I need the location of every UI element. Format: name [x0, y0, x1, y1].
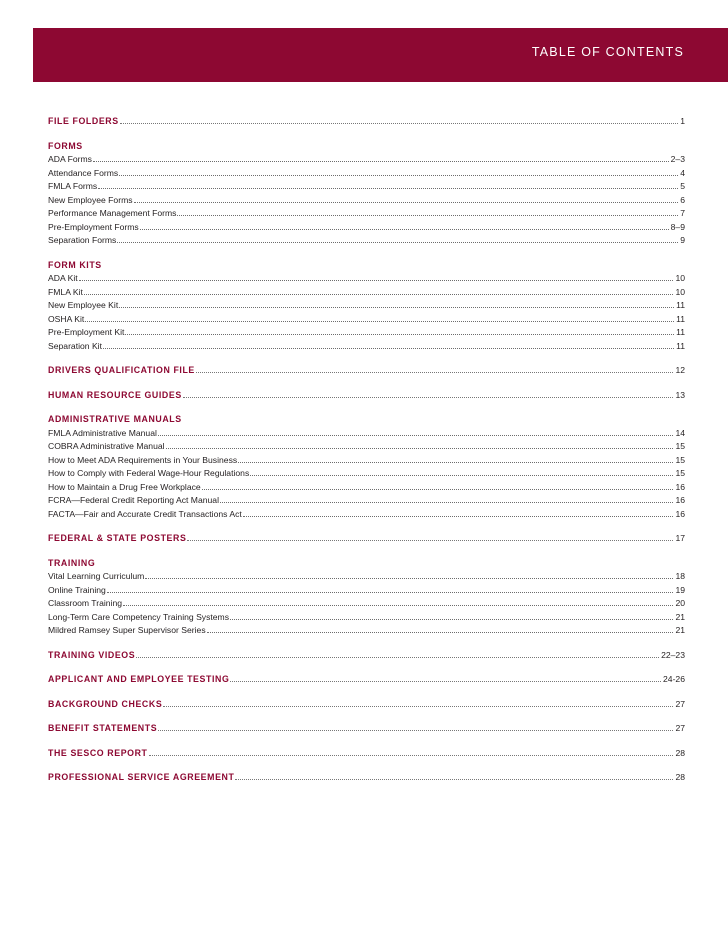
- entry-title: How to Comply with Federal Wage-Hour Regulations: [48, 468, 250, 478]
- dot-leader: [117, 242, 678, 243]
- entry-title: Classroom Training: [48, 598, 123, 608]
- dot-leader: [145, 578, 673, 579]
- toc-section: [48, 364, 685, 378]
- dot-leader: [103, 348, 674, 349]
- dot-leader: [230, 681, 661, 682]
- dot-leader: [119, 175, 678, 176]
- dot-leader: [166, 448, 674, 449]
- entry-title: Long-Term Care Competency Training Systems: [48, 611, 230, 622]
- page-number: 21: [675, 625, 685, 635]
- dot-leader: [230, 619, 673, 620]
- toc-heading-entry[interactable]: [48, 364, 685, 378]
- page-number: 11: [676, 327, 685, 337]
- toc-entry[interactable]: [48, 167, 685, 181]
- page-number: 27: [675, 723, 685, 733]
- toc-heading-entry[interactable]: [48, 532, 685, 546]
- section-heading: PROFESSIONAL SERVICE AGREEMENT: [48, 772, 235, 782]
- section-heading: BENEFIT STATEMENTS: [48, 723, 158, 733]
- entry-title: Attendance Forms: [48, 167, 119, 178]
- page-number: 18: [675, 571, 685, 581]
- toc-entry[interactable]: [48, 597, 685, 611]
- dot-leader: [238, 462, 673, 463]
- page-number: 13: [675, 389, 685, 400]
- section-heading: TRAINING VIDEOS: [48, 649, 136, 660]
- toc-heading-entry[interactable]: [48, 722, 685, 736]
- dot-leader: [119, 307, 674, 308]
- toc-section: [48, 649, 685, 663]
- page-number: 16: [675, 481, 685, 492]
- section-heading: FORM KITS: [48, 259, 102, 270]
- page-number: 10: [675, 286, 685, 297]
- page-number: 28: [675, 772, 685, 782]
- toc-entry[interactable]: [48, 440, 685, 454]
- toc-entry[interactable]: [48, 467, 685, 481]
- dot-leader: [158, 435, 674, 436]
- toc-heading-entry[interactable]: [48, 771, 685, 785]
- dot-leader: [98, 188, 678, 189]
- page-number: 14: [675, 427, 685, 438]
- toc-entry[interactable]: [48, 481, 685, 495]
- dot-leader: [93, 161, 669, 162]
- dot-leader: [79, 280, 674, 281]
- page-number: 11: [676, 300, 685, 310]
- page-number: 7: [680, 208, 685, 218]
- dot-leader: [196, 372, 674, 373]
- dot-leader: [243, 516, 674, 517]
- section-heading: DRIVERS QUALIFICATION FILE: [48, 365, 195, 375]
- page-number: 2–3: [670, 154, 685, 164]
- toc-entry[interactable]: [48, 272, 685, 286]
- dot-leader: [183, 397, 674, 398]
- toc-entry[interactable]: [48, 194, 685, 208]
- toc-heading-entry[interactable]: [48, 747, 685, 761]
- dot-leader: [220, 502, 673, 503]
- page-number: 28: [675, 747, 685, 758]
- toc-entry[interactable]: [48, 340, 685, 354]
- toc-section: [48, 532, 685, 546]
- toc-entry[interactable]: [48, 153, 685, 167]
- page-number: 10: [675, 273, 685, 283]
- entry-title: FCRA—Federal Credit Reporting Act Manual: [48, 495, 219, 505]
- page-number: 15: [675, 454, 685, 465]
- entry-title: New Employee Forms: [48, 194, 133, 205]
- page-number: 8–9: [670, 221, 685, 232]
- section-heading: HUMAN RESOURCE GUIDES: [48, 389, 182, 400]
- entry-title: FMLA Kit: [48, 286, 83, 297]
- page-number: 22–23: [661, 649, 685, 660]
- entry-title: ADA Kit: [48, 273, 78, 283]
- entry-title: Mildred Ramsey Super Supervisor Series: [48, 625, 206, 635]
- dot-leader: [125, 334, 674, 335]
- page-number: 12: [675, 365, 685, 375]
- page-number: 21: [675, 611, 685, 622]
- page-title: TABLE OF CONTENTS: [531, 45, 684, 59]
- dot-leader: [134, 202, 679, 203]
- toc-section: [48, 722, 685, 736]
- entry-title: Pre-Employment Kit: [48, 327, 125, 337]
- toc-entry[interactable]: [48, 180, 685, 194]
- section-heading: FILE FOLDERS: [48, 116, 119, 126]
- toc-heading-entry[interactable]: [48, 115, 685, 129]
- toc-entry[interactable]: [48, 207, 685, 221]
- page-number: 5: [680, 181, 685, 191]
- entry-title: New Employee Kit: [48, 300, 119, 310]
- section-heading: FORMS: [48, 140, 83, 151]
- table-of-contents: [48, 115, 685, 796]
- header-banner: [33, 28, 728, 82]
- toc-entry[interactable]: [48, 427, 685, 441]
- toc-entry[interactable]: [48, 286, 685, 300]
- toc-entry[interactable]: [48, 624, 685, 638]
- entry-title: Separation Kit: [48, 340, 102, 351]
- toc-heading-entry[interactable]: [48, 389, 685, 403]
- page-number: 9: [680, 235, 685, 245]
- dot-leader: [235, 779, 673, 780]
- toc-section: [48, 673, 685, 687]
- entry-title: FMLA Forms: [48, 181, 98, 191]
- page-number: 27: [675, 698, 685, 709]
- entry-title: Pre-Employment Forms: [48, 221, 139, 232]
- page-number: 16: [675, 495, 685, 505]
- entry-title: Vital Learning Curriculum: [48, 571, 145, 581]
- page-number: 15: [675, 468, 685, 478]
- entry-title: How to Maintain a Drug Free Workplace: [48, 481, 201, 492]
- dot-leader: [107, 592, 674, 593]
- toc-entry[interactable]: [48, 584, 685, 598]
- section-heading: TRAINING: [48, 557, 96, 568]
- entry-title: ADA Forms: [48, 154, 92, 164]
- dot-leader: [250, 475, 673, 476]
- page-number: 4: [680, 167, 685, 178]
- toc-section: [48, 140, 685, 248]
- dot-leader: [202, 489, 674, 490]
- entry-title: Performance Management Forms: [48, 208, 177, 218]
- dot-leader: [140, 229, 669, 230]
- entry-title: FACTA—Fair and Accurate Credit Transactions Act: [48, 508, 242, 519]
- toc-heading-entry[interactable]: [48, 698, 685, 712]
- page-number: 11: [676, 313, 685, 324]
- entry-title: FMLA Administrative Manual: [48, 427, 157, 438]
- toc-section: [48, 698, 685, 712]
- dot-leader: [123, 605, 673, 606]
- dot-leader: [84, 294, 674, 295]
- toc-entry[interactable]: [48, 221, 685, 235]
- dot-leader: [136, 657, 659, 658]
- dot-leader: [85, 321, 674, 322]
- toc-section: [48, 389, 685, 403]
- page-number: 20: [675, 598, 685, 608]
- dot-leader: [207, 632, 674, 633]
- dot-leader: [149, 755, 674, 756]
- page-number: 17: [675, 533, 685, 543]
- entry-title: OSHA Kit: [48, 313, 85, 324]
- toc-entry[interactable]: [48, 299, 685, 313]
- section-heading: FEDERAL & STATE POSTERS: [48, 533, 187, 543]
- toc-entry[interactable]: [48, 570, 685, 584]
- page-number: 16: [675, 508, 685, 519]
- toc-section: [48, 771, 685, 785]
- page-number: 24-26: [663, 674, 685, 684]
- toc-entry[interactable]: [48, 611, 685, 625]
- toc-entry[interactable]: [48, 313, 685, 327]
- toc-section: [48, 557, 685, 638]
- section-heading: APPLICANT AND EMPLOYEE TESTING: [48, 674, 230, 684]
- entry-title: Online Training: [48, 584, 106, 595]
- page-number: 1: [680, 116, 685, 126]
- page-number: 19: [675, 584, 685, 595]
- toc-section: [48, 747, 685, 761]
- dot-leader: [187, 540, 673, 541]
- toc-entry[interactable]: [48, 234, 685, 248]
- toc-entry[interactable]: [48, 454, 685, 468]
- toc-entry[interactable]: [48, 326, 685, 340]
- dot-leader: [177, 215, 678, 216]
- entry-title: COBRA Administrative Manual: [48, 441, 165, 451]
- dot-leader: [120, 123, 678, 124]
- dot-leader: [163, 706, 673, 707]
- page-number: 11: [676, 340, 685, 351]
- page-number: 6: [680, 194, 685, 205]
- toc-entry[interactable]: [48, 494, 685, 508]
- section-heading: THE SESCO REPORT: [48, 747, 148, 758]
- dot-leader: [158, 730, 673, 731]
- toc-section: [48, 259, 685, 354]
- toc-entry[interactable]: [48, 508, 685, 522]
- entry-title: Separation Forms: [48, 235, 117, 245]
- toc-heading-entry[interactable]: [48, 673, 685, 687]
- toc-section: [48, 115, 685, 129]
- section-heading: ADMINISTRATIVE MANUALS: [48, 414, 182, 424]
- toc-section: [48, 413, 685, 521]
- entry-title: How to Meet ADA Requirements in Your Business: [48, 454, 238, 465]
- page-number: 15: [675, 441, 685, 451]
- toc-heading-entry[interactable]: [48, 649, 685, 663]
- section-heading: BACKGROUND CHECKS: [48, 698, 163, 709]
